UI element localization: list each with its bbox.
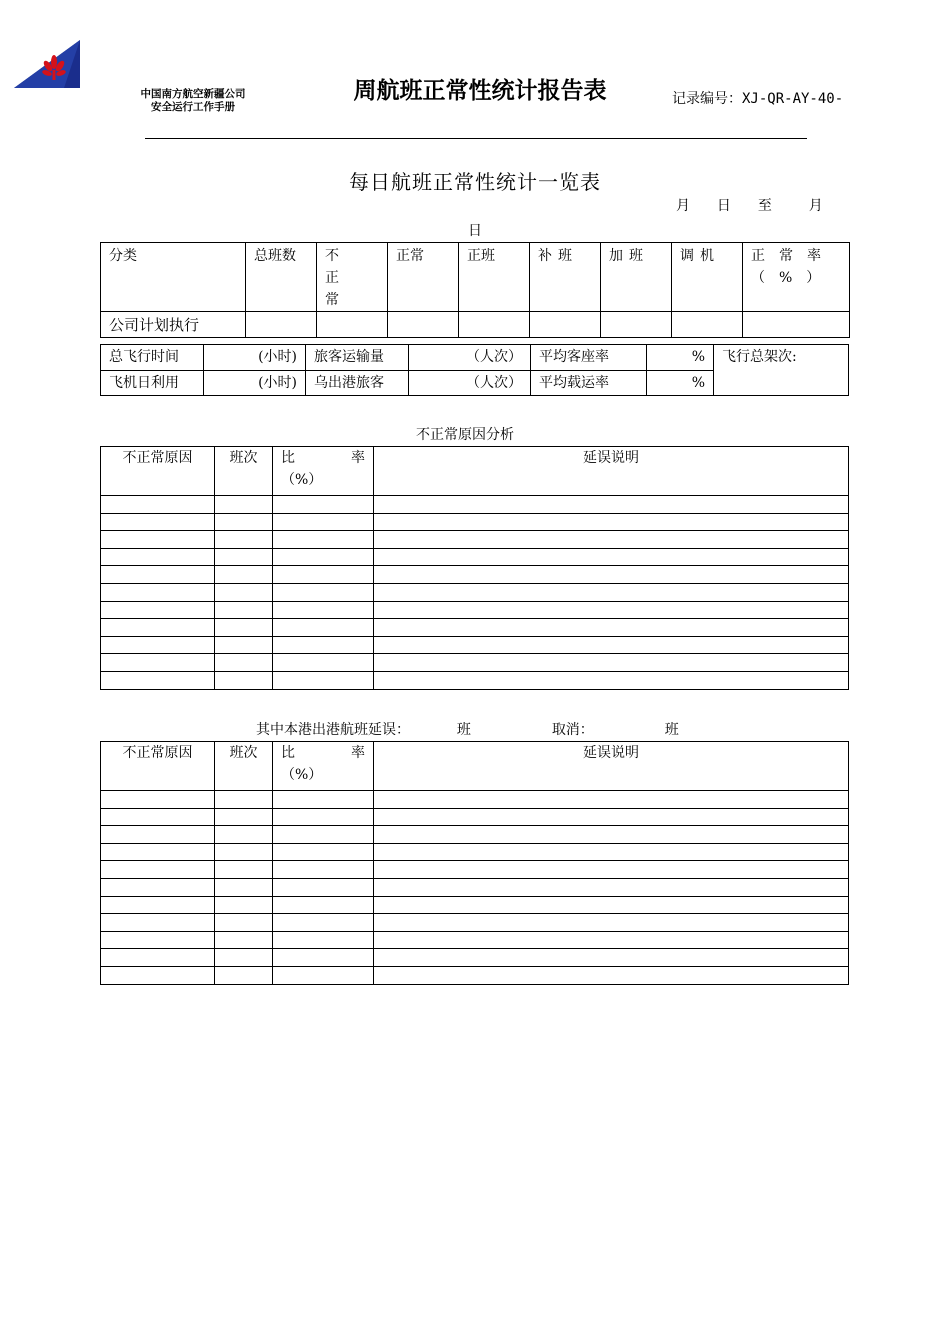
record-number: 记录编号：XJ-QR-AY-40- bbox=[672, 91, 844, 107]
urumqi-departures-unit[interactable]: （人次） bbox=[409, 371, 531, 396]
summary-table bbox=[100, 242, 850, 338]
analysis-col-count: 班次 bbox=[215, 447, 273, 496]
analysis-cell-ratio[interactable] bbox=[273, 619, 374, 637]
local-cell-count[interactable] bbox=[215, 861, 273, 879]
analysis-cell-ratio[interactable] bbox=[273, 531, 374, 549]
analysis-cell-desc[interactable] bbox=[374, 548, 849, 566]
analysis-cell-desc[interactable] bbox=[374, 601, 849, 619]
local-col-reason: 不正常原因 bbox=[101, 742, 215, 791]
date-range bbox=[676, 195, 823, 215]
col-ferry: 调机 bbox=[672, 243, 743, 312]
local-cell-count[interactable] bbox=[215, 878, 273, 896]
analysis-cell-desc[interactable] bbox=[374, 619, 849, 637]
table-row bbox=[101, 548, 849, 566]
col-normal-rate: 正常率（%） bbox=[743, 243, 850, 312]
date-day2: 日 bbox=[468, 223, 482, 239]
passenger-volume-unit[interactable]: （人次） bbox=[409, 345, 531, 371]
analysis-cell-reason[interactable] bbox=[101, 531, 215, 549]
total-flight-time-label: 总飞行时间 bbox=[101, 345, 204, 371]
table-row bbox=[101, 931, 849, 949]
airline-logo-icon bbox=[14, 40, 80, 88]
table-row bbox=[101, 513, 849, 531]
analysis-cell-reason[interactable] bbox=[101, 513, 215, 531]
local-cell-reason[interactable] bbox=[101, 949, 215, 967]
analysis-ratio-c: （%） bbox=[281, 472, 323, 488]
cell-total[interactable] bbox=[246, 312, 317, 338]
summary-header-row bbox=[101, 243, 850, 312]
operations-table bbox=[100, 344, 849, 396]
local-cancel-unit: 班 bbox=[664, 722, 679, 738]
analysis-cell-count[interactable] bbox=[215, 654, 273, 672]
local-cell-count[interactable] bbox=[215, 949, 273, 967]
analysis-cell-count[interactable] bbox=[215, 671, 273, 689]
analysis-cell-reason[interactable] bbox=[101, 636, 215, 654]
local-delay-unit: 班 bbox=[456, 722, 471, 738]
analysis-cell-ratio[interactable] bbox=[273, 671, 374, 689]
local-cancel-label: 取消： bbox=[551, 722, 594, 738]
aircraft-utilization-unit[interactable]: (小时) bbox=[204, 371, 306, 396]
local-cell-count[interactable] bbox=[215, 808, 273, 826]
local-cell-ratio[interactable] bbox=[273, 914, 374, 932]
analysis-cell-reason[interactable] bbox=[101, 548, 215, 566]
total-sorties-label[interactable]: 飞行总架次: bbox=[714, 345, 849, 396]
table-row bbox=[101, 791, 849, 809]
analysis-cell-count[interactable] bbox=[215, 583, 273, 601]
analysis-cell-ratio[interactable] bbox=[273, 496, 374, 514]
local-cell-reason[interactable] bbox=[101, 843, 215, 861]
local-delay-line bbox=[256, 719, 679, 739]
local-col-count: 班次 bbox=[215, 742, 273, 791]
local-cell-ratio[interactable] bbox=[273, 878, 374, 896]
cell-abnormal[interactable] bbox=[317, 312, 388, 338]
local-cell-ratio[interactable] bbox=[273, 861, 374, 879]
page-title: 周航班正常性统计报告表 bbox=[353, 78, 607, 104]
company-name bbox=[112, 88, 274, 114]
local-cell-count[interactable] bbox=[215, 791, 273, 809]
table-row bbox=[101, 896, 849, 914]
local-cell-ratio[interactable] bbox=[273, 843, 374, 861]
cell-ferry[interactable] bbox=[672, 312, 743, 338]
analysis-cell-count[interactable] bbox=[215, 496, 273, 514]
local-cell-desc[interactable] bbox=[374, 826, 849, 844]
local-cell-reason[interactable] bbox=[101, 914, 215, 932]
table-row bbox=[101, 966, 849, 984]
table-row bbox=[101, 914, 849, 932]
local-ratio-a: 比 bbox=[281, 745, 295, 761]
table-row bbox=[101, 654, 849, 672]
analysis-cell-desc[interactable] bbox=[374, 583, 849, 601]
local-cell-count[interactable] bbox=[215, 826, 273, 844]
local-cell-desc[interactable] bbox=[374, 914, 849, 932]
ops-row-1 bbox=[101, 345, 849, 371]
analysis-cell-desc[interactable] bbox=[374, 513, 849, 531]
avg-load-factor-unit[interactable]: % bbox=[647, 345, 714, 371]
local-cell-desc[interactable] bbox=[374, 861, 849, 879]
analysis-cell-reason[interactable] bbox=[101, 619, 215, 637]
local-cell-ratio[interactable] bbox=[273, 826, 374, 844]
local-cell-ratio[interactable] bbox=[273, 896, 374, 914]
local-cell-desc[interactable] bbox=[374, 896, 849, 914]
table-row bbox=[101, 619, 849, 637]
table-row bbox=[101, 861, 849, 879]
table-row bbox=[101, 636, 849, 654]
local-cell-desc[interactable] bbox=[374, 843, 849, 861]
local-cell-reason[interactable] bbox=[101, 931, 215, 949]
analysis-cell-desc[interactable] bbox=[374, 531, 849, 549]
local-cell-reason[interactable] bbox=[101, 861, 215, 879]
local-cell-desc[interactable] bbox=[374, 808, 849, 826]
analysis-cell-ratio[interactable] bbox=[273, 601, 374, 619]
urumqi-departures-label: 乌出港旅客 bbox=[306, 371, 409, 396]
date-to: 至 bbox=[757, 198, 772, 214]
local-ratio-c: （%） bbox=[281, 767, 323, 783]
cell-normal-rate[interactable] bbox=[743, 312, 850, 338]
analysis-cell-ratio[interactable] bbox=[273, 636, 374, 654]
local-cell-count[interactable] bbox=[215, 931, 273, 949]
analysis-cell-count[interactable] bbox=[215, 566, 273, 584]
local-cell-ratio[interactable] bbox=[273, 791, 374, 809]
analysis-cell-count[interactable] bbox=[215, 636, 273, 654]
table-row bbox=[101, 583, 849, 601]
local-cell-ratio[interactable] bbox=[273, 808, 374, 826]
cell-normal[interactable] bbox=[388, 312, 459, 338]
local-col-desc: 延误说明 bbox=[374, 742, 849, 791]
local-cell-reason[interactable] bbox=[101, 878, 215, 896]
analysis-header-row bbox=[101, 447, 849, 496]
avg-cargo-factor-label: 平均载运率 bbox=[531, 371, 647, 396]
table-row bbox=[101, 566, 849, 584]
local-header-row bbox=[101, 742, 849, 791]
analysis-cell-desc[interactable] bbox=[374, 654, 849, 672]
analysis-title: 不正常原因分析 bbox=[416, 427, 514, 443]
analysis-ratio-b: 率 bbox=[351, 450, 365, 466]
avg-load-factor-label: 平均客座率 bbox=[531, 345, 647, 371]
summary-data-row bbox=[101, 312, 850, 338]
analysis-ratio-a: 比 bbox=[281, 450, 295, 466]
avg-cargo-factor-unit[interactable]: % bbox=[647, 371, 714, 396]
cell-extra[interactable] bbox=[601, 312, 672, 338]
analysis-cell-reason[interactable] bbox=[101, 583, 215, 601]
col-normal: 正常 bbox=[388, 243, 459, 312]
local-cell-reason[interactable] bbox=[101, 791, 215, 809]
local-delay-prefix: 其中本港出港航班延误： bbox=[256, 722, 410, 738]
local-cell-count[interactable] bbox=[215, 843, 273, 861]
local-cell-reason[interactable] bbox=[101, 896, 215, 914]
local-cell-reason[interactable] bbox=[101, 808, 215, 826]
cell-makeup[interactable] bbox=[530, 312, 601, 338]
local-cell-ratio[interactable] bbox=[273, 966, 374, 984]
table-row bbox=[101, 826, 849, 844]
passenger-volume-label: 旅客运输量 bbox=[306, 345, 409, 371]
table-row bbox=[101, 496, 849, 514]
local-col-ratio bbox=[273, 742, 374, 791]
local-cell-desc[interactable] bbox=[374, 878, 849, 896]
date-day1: 日 bbox=[716, 198, 731, 214]
analysis-cell-ratio[interactable] bbox=[273, 548, 374, 566]
analysis-table bbox=[100, 446, 849, 690]
analysis-col-ratio bbox=[273, 447, 374, 496]
header-divider bbox=[145, 138, 807, 139]
col-extra: 加班 bbox=[601, 243, 672, 312]
company-line1: 中国南方航空新疆公司 bbox=[140, 88, 246, 100]
analysis-cell-reason[interactable] bbox=[101, 566, 215, 584]
local-cell-desc[interactable] bbox=[374, 931, 849, 949]
table-row bbox=[101, 671, 849, 689]
analysis-cell-desc[interactable] bbox=[374, 496, 849, 514]
analysis-cell-desc[interactable] bbox=[374, 566, 849, 584]
col-total: 总班数 bbox=[246, 243, 317, 312]
local-ratio-b: 率 bbox=[351, 745, 365, 761]
aircraft-utilization-label: 飞机日利用 bbox=[101, 371, 204, 396]
date-month2: 月 bbox=[808, 198, 823, 214]
form-subtitle: 每日航班正常性统计一览表 bbox=[349, 170, 601, 194]
cell-regular[interactable] bbox=[459, 312, 530, 338]
company-line2: 安全运行工作手册 bbox=[151, 101, 235, 113]
col-category: 分类 bbox=[101, 243, 246, 312]
local-cell-desc[interactable] bbox=[374, 791, 849, 809]
analysis-cell-count[interactable] bbox=[215, 531, 273, 549]
col-makeup: 补班 bbox=[530, 243, 601, 312]
analysis-cell-desc[interactable] bbox=[374, 671, 849, 689]
total-flight-time-unit[interactable]: (小时) bbox=[204, 345, 306, 371]
table-row bbox=[101, 601, 849, 619]
analysis-cell-ratio[interactable] bbox=[273, 513, 374, 531]
col-abnormal: 不正常 bbox=[317, 243, 388, 312]
table-row bbox=[101, 531, 849, 549]
local-cell-desc[interactable] bbox=[374, 949, 849, 967]
local-delay-table bbox=[100, 741, 849, 985]
col-regular: 正班 bbox=[459, 243, 530, 312]
table-row bbox=[101, 949, 849, 967]
local-cell-ratio[interactable] bbox=[273, 949, 374, 967]
local-cell-desc[interactable] bbox=[374, 966, 849, 984]
local-cell-count[interactable] bbox=[215, 966, 273, 984]
analysis-cell-reason[interactable] bbox=[101, 654, 215, 672]
analysis-cell-reason[interactable] bbox=[101, 671, 215, 689]
analysis-cell-count[interactable] bbox=[215, 513, 273, 531]
table-row bbox=[101, 878, 849, 896]
analysis-cell-ratio[interactable] bbox=[273, 566, 374, 584]
local-cell-reason[interactable] bbox=[101, 826, 215, 844]
analysis-cell-reason[interactable] bbox=[101, 601, 215, 619]
analysis-col-reason: 不正常原因 bbox=[101, 447, 215, 496]
analysis-cell-reason[interactable] bbox=[101, 496, 215, 514]
local-cell-count[interactable] bbox=[215, 914, 273, 932]
analysis-cell-count[interactable] bbox=[215, 601, 273, 619]
local-cell-reason[interactable] bbox=[101, 966, 215, 984]
table-row bbox=[101, 808, 849, 826]
table-row bbox=[101, 843, 849, 861]
local-cell-count[interactable] bbox=[215, 896, 273, 914]
analysis-cell-desc[interactable] bbox=[374, 636, 849, 654]
analysis-cell-ratio[interactable] bbox=[273, 654, 374, 672]
date-month1: 月 bbox=[676, 198, 690, 214]
analysis-cell-ratio[interactable] bbox=[273, 583, 374, 601]
analysis-cell-count[interactable] bbox=[215, 619, 273, 637]
local-cell-ratio[interactable] bbox=[273, 931, 374, 949]
analysis-cell-count[interactable] bbox=[215, 548, 273, 566]
row-label: 公司计划执行 bbox=[101, 312, 246, 338]
analysis-col-desc: 延误说明 bbox=[374, 447, 849, 496]
